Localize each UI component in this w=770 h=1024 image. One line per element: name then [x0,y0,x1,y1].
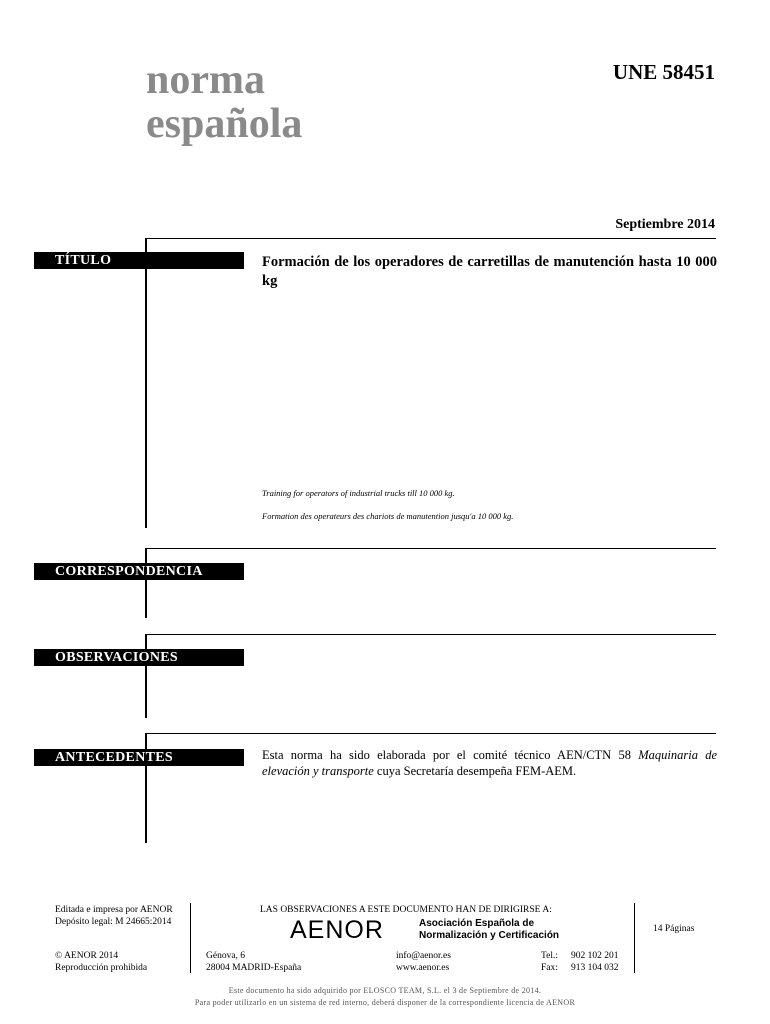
document-title: Formación de los operadores de carretillas de manutención hasta 10 000 kg [262,254,717,289]
contact-web: www.aenor.es [396,963,450,973]
section-rule [145,238,147,528]
section-rule [145,634,147,718]
brand-line-2: española [146,101,303,147]
street: Génova, 6 [206,951,246,961]
title-french: Formation des operateurs des chariots de manutention jusqu'a 10 000 kg. [262,511,514,521]
page-count: 14 Páginas [653,924,695,934]
section-divider [146,548,716,549]
section-divider [146,238,716,239]
contact-online [396,950,451,974]
antecedentes-text [262,747,717,779]
antecedentes-text-start: Esta norma ha sido elaborada por el comité técnico AEN/CTN 58 [262,748,639,762]
license-notice [0,985,770,1009]
aenor-organization-name [419,918,559,942]
tel-label: Tel.: [541,951,559,961]
aenor-logo: AENOR [290,916,384,944]
contact-phone [541,950,619,974]
footer-separator [190,903,191,973]
footer-separator [634,903,635,973]
brand-title [146,58,302,146]
fax-number: 913 104 032 [571,963,619,973]
observations-notice: LAS OBSERVACIONES A ESTE DOCUMENTO HAN DE DIRIGIRSE A: [260,905,552,915]
legal-deposit: Depósito legal: M 24665:2014 [55,917,172,927]
tel-number: 902 102 201 [571,951,619,961]
antecedentes-text-end: cuya Secretaría desempeña FEM-AEM. [373,764,577,778]
label-observaciones: OBSERVACIONES [34,649,244,666]
section-divider [146,733,716,734]
fax-label: Fax: [541,963,558,973]
committee-name: Maquinaria de elevación y transporte [262,748,717,778]
contact-email: info@aenor.es [396,951,451,961]
postal-address [206,950,301,974]
edited-info [55,904,173,928]
publication-date: Septiembre 2014 [615,217,715,232]
copyright-info [55,950,147,974]
license-notice-line-2: Para poder utilizarlo en un sistema de red interno, deberá disponer de la correspondiente licencia de AENOR [194,998,576,1007]
copyright: © AENOR 2014 [55,951,119,961]
org-name-line-2: Normalización y Certificación [419,930,560,941]
city: 28004 MADRID-España [206,963,302,973]
label-titulo: TÍTULO [34,252,244,269]
label-antecedentes: ANTECEDENTES [34,749,244,766]
org-name-line-1: Asociación Española de [419,918,535,929]
label-correspondencia: CORRESPONDENCIA [34,563,244,580]
section-rule [145,548,147,618]
title-english: Training for operators of industrial trucks till 10 000 kg. [262,488,455,498]
section-divider [146,634,716,635]
license-notice-line-1: Este documento ha sido adquirido por ELOSCO TEAM, S.L. el 3 de Septiembre de 2014. [228,986,542,995]
reproduction-prohibited: Reproducción prohibida [55,963,148,973]
brand-line-1: norma [146,57,265,103]
edited-by: Editada e impresa por AENOR [55,905,173,915]
standard-code: UNE 58451 [612,60,715,84]
